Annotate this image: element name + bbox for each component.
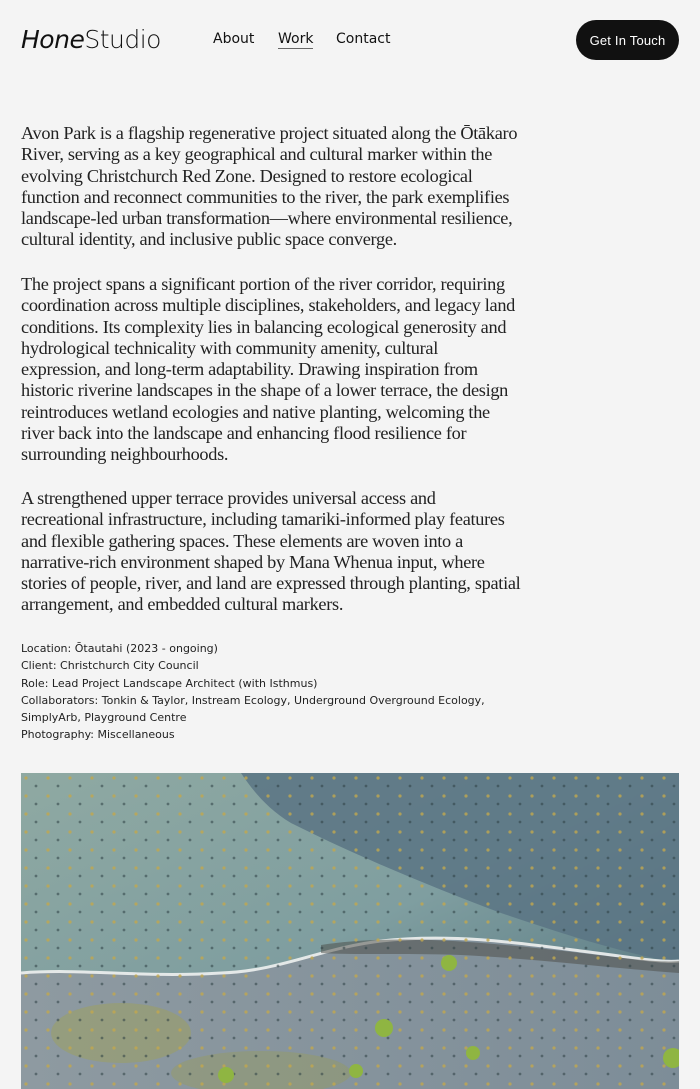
logo-italic: Hone [21, 25, 85, 54]
project-paragraph-3: A strengthened upper terrace provides universal access and recreational infrastructure, including tamariki-informed play features and flexible gathering spaces. These elements are woven into a narrative-rich environment shaped by Mana Whenua input, where stories of people, river, and land are expressed through planting, spatial arrangement, and embedded cultural markers. [21, 488, 521, 615]
site-header [0, 0, 700, 80]
nav-about[interactable]: About [213, 31, 255, 47]
project-photo [21, 773, 679, 1089]
meta-collaborators: Collaborators: Tonkin & Taylor, Instream Ecology, Underground Overground Ecology, SimplyArb, Playground Centre [21, 693, 485, 725]
nav-work[interactable]: Work [278, 31, 314, 47]
meta-photography: Photography: Miscellaneous [21, 728, 175, 742]
logo-regular: Studio [84, 25, 161, 54]
project-paragraph-1: Avon Park is a flagship regenerative project situated along the Ōtākaro River, serving as a key geographical and cultural marker within the evolving Christchurch Red Zone. Designed to restore ecological function and reconnect communities to the river, the park exemplifies landscape-led urban transformation—where environmental resilience, cultural identity, and inclusive public space converge. [21, 123, 518, 250]
logo[interactable] [21, 25, 161, 54]
meta-role: Role: Lead Project Landscape Architect (with Isthmus) [21, 676, 318, 690]
meta-client: Client: Christchurch City Council [21, 659, 199, 673]
get-in-touch-button[interactable]: Get In Touch [576, 20, 679, 60]
project-meta [21, 640, 501, 744]
project-paragraph-2: The project spans a significant portion of the river corridor, requiring coordination across multiple disciplines, stakeholders, and legacy land conditions. Its complexity lies in balancing ecological generosity and hydrological technicality with community amenity, cultural expression, and long-term adaptability. Drawing inspiration from historic riverine landscapes in the shape of a lower terrace, the design reintroduces wetland ecologies and native planting, welcoming the river back into the landscape and enhancing flood resilience for surrounding neighbourhoods. [21, 274, 515, 465]
nav-contact[interactable]: Contact [336, 31, 391, 47]
aerial-photo-illustration [21, 773, 679, 1089]
meta-location: Location: Ōtautahi (2023 - ongoing) [21, 642, 218, 655]
